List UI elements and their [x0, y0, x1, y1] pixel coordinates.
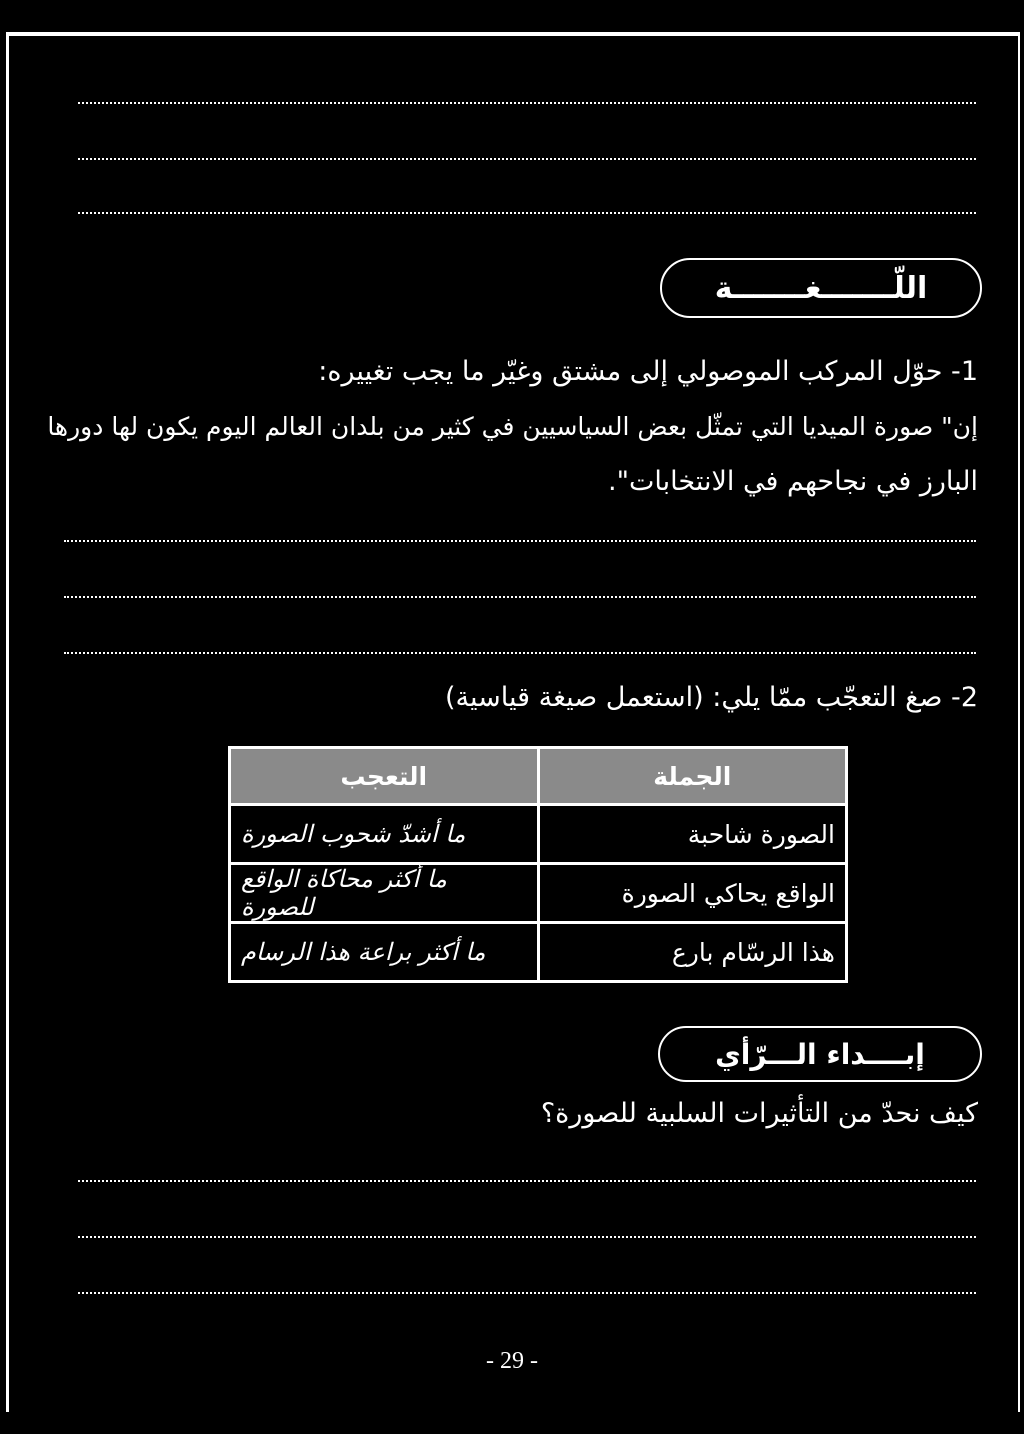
answer-line: [64, 652, 976, 654]
page-frame-left: [6, 32, 9, 1412]
answer-line: [78, 1292, 976, 1294]
answer-line: [64, 540, 976, 542]
table-row: [230, 864, 847, 923]
table-cell-sentence: هذا الرسّام بارع: [538, 923, 847, 982]
question-1-prompt: 1- حوّل المركب الموصولي إلى مشتق وغيّر ما يجب تغييره:: [318, 356, 978, 387]
question-1-quote-line-1: إن" صورة الميديا التي تمثّل بعض السياسيين في كثير من بلدان العالم اليوم يكون لها دورها: [47, 412, 978, 441]
question-2-prompt: 2- صغ التعجّب ممّا يلي: (استعمل صيغة قياسية): [444, 682, 978, 713]
answer-line: [64, 596, 976, 598]
question-3-prompt: كيف نحدّ من التأثيرات السلبية للصورة؟: [540, 1098, 978, 1129]
table-header-exclamation: التعجب: [230, 748, 539, 805]
table-cell-answer: ما أكثر براعة هذا الرسام: [230, 923, 539, 982]
table-cell-sentence: الواقع يحاكي الصورة: [538, 864, 847, 923]
table-cell-answer: ما أكثر محاكاة الواقع للصورة: [230, 864, 539, 923]
table-row: [230, 923, 847, 982]
answer-line: [78, 1236, 976, 1238]
table-header-row: [230, 748, 847, 805]
answer-line: [78, 102, 976, 104]
table-row: [230, 805, 847, 864]
answer-line: [78, 212, 976, 214]
language-section-title: اللّـــــــغـــــــة: [660, 258, 982, 318]
answer-line: [78, 1180, 976, 1182]
table-cell-sentence: الصورة شاحبة: [538, 805, 847, 864]
page-frame-top: [6, 32, 1018, 36]
answer-line: [78, 158, 976, 160]
opinion-section-title: إبــــداء الـــرّأي: [658, 1026, 982, 1082]
exclamation-table: [228, 746, 848, 983]
page-number: - 29 -: [486, 1348, 538, 1374]
table-cell-answer: ما أشدّ شحوب الصورة: [230, 805, 539, 864]
page-frame-right: [1018, 32, 1020, 1412]
question-1-quote-line-2: البارز في نجاحهم في الانتخابات".: [608, 466, 978, 497]
table-header-sentence: الجملة: [538, 748, 847, 805]
